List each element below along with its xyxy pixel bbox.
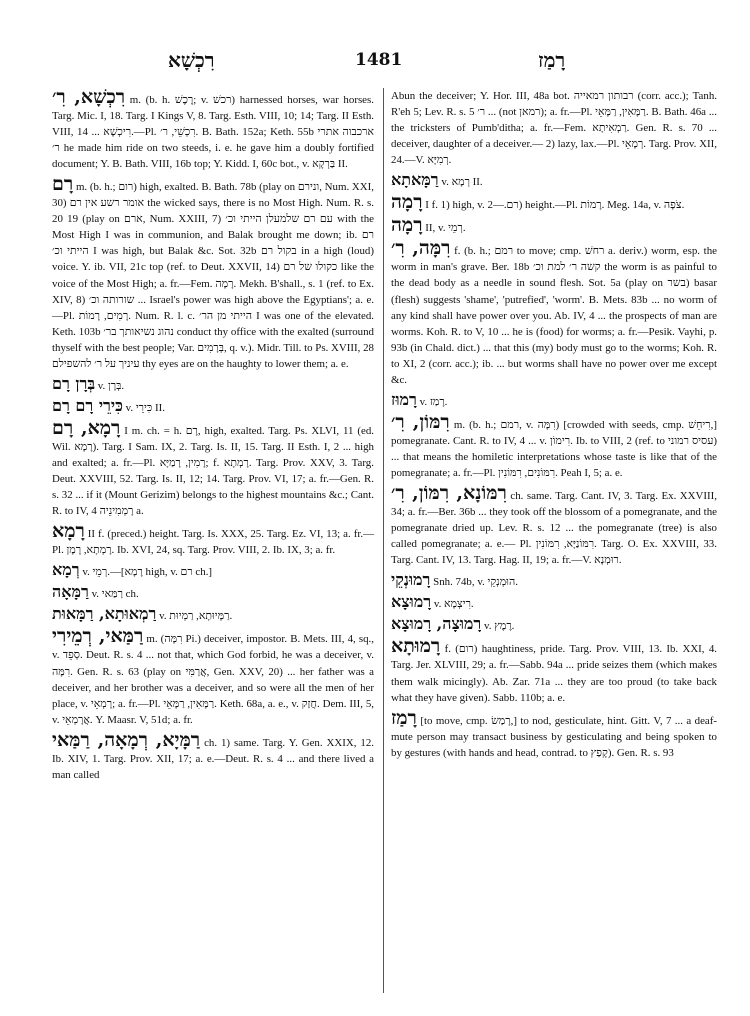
entry-headword: רַמָּאָה <box>52 582 89 602</box>
entry-text: v. רֶמֶץ. <box>484 620 515 633</box>
dictionary-entry <box>391 571 717 590</box>
entry-headword: רָמוּצָא <box>391 592 432 612</box>
entry-headword: רָמָא <box>52 520 85 543</box>
entry-headword: רָמוּנְקֵי <box>391 570 431 590</box>
entry-text: Snh. 74b, v. הוּמְנְקֵי. <box>433 576 518 589</box>
entry-headword: רָמָא, רָם <box>52 416 121 439</box>
entry-text: f. (רום) haughtiness, pride. Targ. Prov. VIII, 13. Ib. XXI, 4. Targ. Jer. XLVIII, 29; a. fr.—Sabb. 94a ... pride seizes them (which makes them walk micingly). Ab. Zar. 71a ... they are too proud (to take back what they have given). Sabb. 110b; a. e. <box>391 643 717 704</box>
dictionary-entry <box>391 239 717 387</box>
entry-text: v. רְמֵי.—[רָמָא high, v. רם ch.] <box>82 566 213 579</box>
entry-headword: רָם <box>52 173 74 196</box>
entry-text: v. כִּירֵי II. <box>125 401 165 414</box>
running-head-left: רִכְשָׁא <box>168 48 215 72</box>
dictionary-entry <box>391 193 717 213</box>
right-column <box>383 88 717 993</box>
dictionary-entry <box>52 583 374 602</box>
entry-text: v. בְּרָן. <box>97 379 125 392</box>
page-number: 1481 <box>355 50 403 70</box>
entry-headword: רַמָּיָא, רְמָאָה, רַמַּאי <box>52 728 201 751</box>
entry-headword: רִמּוֹן, רִ׳ <box>391 410 450 433</box>
entry-text: Abun the deceiver; Y. Hor. III, 48a bot. רבותון רמאייה (corr. acc.); Tanh. R'eh 5; Lev. R. s. 5 ר׳ ... (not רמאן); a. fr.—Pl. רַמָּאִין, רַמָּאֵי. B. Bath. 46a ... the tricksters of Pumb'ditha; a. fr.—Fem. רַמְאִיתָא. Gen. R. s. 70 ... deceiver, daughter of a deceiver.— 2) lazy, lax.—Pl. רְמָאֵי. Targ. Prov. XII, 24.—V. רְמִיָּא. <box>391 90 717 167</box>
entry-text: ch. same. Targ. Cant. IV, 3. Targ. Ex. XXVIII, 34; a. fr.—Ber. 36b ... they took off the blossom of a pomegranate, and the pomegranate dried up. Lev. R. s. 12 ... the pomegranate (tree) is also called pomegranate; a. e.— Pl. רִמּוֹנַיָּא, רִמּוֹנִין. Targ. O. Ex. XXVIII, 33. Targ. Cant. IV, 13. Targ. Hag. II, 19; a. fr.—V. רוּמְנָא. <box>391 490 717 567</box>
entry-headword: רָמוּתָא <box>391 635 441 658</box>
entry-text: v. רִיצְמָא. <box>433 598 474 611</box>
entry-headword: רְמָא <box>52 560 80 580</box>
page-header <box>0 44 750 74</box>
dictionary-entry <box>391 484 717 568</box>
entry-text: II, v. רְמֵי. <box>425 222 466 235</box>
dictionary-entry <box>52 175 374 372</box>
entry-text: m. (רִמָּה Pi.) deceiver, impostor. B. Mets. III, 4, sq., v. סְפֵד. Deut. R. s. 4 ... not that, which God forbid, he was a deceiver, v. רִמָּה. Gen. R. s. 63 (play on אֲרַמִּי, Gen. XXV, 20) ... her father was a deceiver, and her brother was a deceiver, and so were all the men of her place, v. רָמְאֵי; a. fr.—Pl. רַמָּאִין, רַמָּאֵי. Keth. 68a, a. e., v. חֲזַק. Dem. III, 5, v. אֲרָמְאֵי. Y. Maasr. V, 51d; a. fr. <box>52 633 374 726</box>
entry-text: v. רַמָּיוּתָא, רַמְיוּת. <box>159 610 233 623</box>
entry-text: I f. 1) high, v. רם.—2) height.—Pl. רָמוֹת. Meg. 14a, v. צֹפָה. <box>425 199 685 212</box>
entry-headword: רָמַז <box>391 706 417 729</box>
entry-text: [to move, cmp. רָמַשׂ,] to nod, gesticulate, hint. Gitt. V, 7 ... a deaf-mute person may transact business by gesticulating and being spoken to by gestures (with hands and head, contrad. to קָפַץ). Gen. R. s. 93 <box>391 714 717 759</box>
dictionary-entry <box>391 593 717 612</box>
entry-headword: כִּירֵי רָם רָם <box>52 395 123 415</box>
dictionary-entry <box>52 627 374 727</box>
entry-text: I m. ch. = h. רָם, high, exalted. Targ. Ps. XLVI, 11 (ed. Wil. רָמָא). Targ. I Sam. IX, 2. Targ. Is. II, 15. Targ. II Esth. I, 2 ... high and exalted; a. fr.—Pl. רָמִין, רָמַיָּא; f. רָמְתָא. Targ. Prov. XXV, 3. Targ. Deut. XXVIII, 52. Targ. Is. II, 12; 14. Targ. Prov. VI, 17; a. fr.—Gen. R. s. 32 ... if it (Mount Gerizim) belongs to the highest mountains &c.; Cant. R. to IV, 4 רָמְמִינֵיה a. <box>52 424 374 518</box>
dictionary-entry <box>391 171 717 190</box>
left-column <box>52 88 374 786</box>
dictionary-entry <box>52 416 374 519</box>
entry-headword: רִמָּה, רִ׳ <box>391 237 451 260</box>
entry-text: m. (b. h.; רמם, v. רִמָּה) [crowded with seeds, cmp. רִיחֵשׁ,] pomegranate. Cant. R. to IV, 4 ... v. רִימוֹן. Ib. to VIII, 2 (ref. to עסיס רמוני) ... that means the homiletic interpretations whose taste is like that of the pomegranate; a. fr.—Pl. רִמּוֹנִים, רִמּוֹנִין. Peah I, 5; a. e. <box>391 418 718 479</box>
entry-text: v. רְמָא II. <box>441 176 483 189</box>
dictionary-entry <box>52 605 374 624</box>
entry-headword: רָמוּצָה, רָמוּצָא <box>391 614 482 634</box>
entry-text: m. (b. h.; רום) high, exalted. B. Bath. 78b (play on ונירם, Num. XXI, 30) אומר רשע אין רם the wicked says, there is no Most High. Num. R. s. 20 19 (play on ארם, Num. XXIII, 7) עם רם שלמעלן הייתי וכ׳ with the Most High I was in communion, and Balak brought me down; ib. רם הייתי וכ׳ I was high, but Balak &c. Sot. 32b בקול רם in a high (loud) voice. Y. ib. VII, 21c top (ref. to Deut. XXVII, 14) כקולו של רם like the voice of the Most High; a. fr.—Fem. רָמָה. Mekh. B'shall., s. 1 (ref. to Ex. XIV, 8) שורותה וכ׳ ... Israel's power was high above the Egyptians'; a. e.—Pl. רָמִים, רָמוֹת. Num. R. l. c. הייתי מן הר׳ I was one of the elevated. Keth. 103b נהוג נשיאותך בר׳ conduct thy office with the exalted (surround thyself with the best people; Var. בְּרָמִים, q. v.). Midr. Till. to Ps. XVIII, 28 עיניך על ר׳ להשפילם thy eyes are on the haughty to lower them; a. e. <box>52 181 375 370</box>
dictionary-entry <box>52 397 374 416</box>
entry-headword: רָמָה <box>391 191 423 214</box>
entry-text: v. רַמַּאי ch. <box>91 588 139 601</box>
entry-headword: רִכְשָׁא, רִ׳ <box>52 86 126 108</box>
dictionary-entry <box>391 391 717 410</box>
dictionary-entry <box>52 561 374 580</box>
dictionary-entry <box>391 615 717 634</box>
entry-text: f. (b. h.; רמם to move; cmp. רחשׁ a. deriv.) worm, esp. the worm in man's grave. Ber. 18b קשה ר׳ למת וכ׳ the worm is as painful to the dead body as a needle in sound flesh. Sot. 5a (play on בשר) basar (flesh) suggests 'shame', 'putrefied', 'worm'. B. Mets. 83b ... no worm of any kind shall have power over you. Ab. IV, 4 ... the prospects of man are worms. Koh. R. to V, 10 ... he is (food) for worms; a. fr.—Pesik. Vayhi, p. 93b (in Chald. dict.) ... that this (my) body must go to the worms; Koh. R. to XI, 2 (corr. acc.); ib. ... but worms shall have no power over me except &c. <box>391 245 717 386</box>
dictionary-entry <box>391 216 717 236</box>
dictionary-entry <box>391 637 717 705</box>
dictionary-entry <box>52 375 374 394</box>
entry-headword: רַמָּאתָא <box>391 170 439 190</box>
dictionary-entry <box>391 410 718 481</box>
dictionary-entry <box>391 706 717 761</box>
entry-headword: רַמַּאי, רְמֵירִי <box>52 625 144 648</box>
entry-headword: בְּרָן רָם <box>52 373 96 393</box>
dictionary-entry <box>391 88 717 168</box>
entry-headword: רִמּוֹנָא, רִמּוֹן, רִ׳ <box>391 482 507 505</box>
entry-text: ch. 1) same. Targ. Y. Gen. XXIX, 12. Ib. XIV, 1. Targ. Prov. XII, 17; a. e.—Deut. R. s. 4 ... and there lived a man called <box>52 736 374 781</box>
dictionary-entry <box>52 522 374 558</box>
dictionary-entry <box>52 728 374 783</box>
entry-text: m. (b. h. רֶכֶשׁ; v. רכשׁ) harnessed horses, war horses. Targ. Mic. I, 18. Targ. I Kings V, 8. Targ. Esth. VIII, 10; 14; Targ. II Esth. VIII, 14 ... רִיכְשָׁא.—Pl. רִכְשֵׁי, ר׳. B. Bath. 152a; Keth. 55b ארכבוה אתרי ר׳ he made him ride on two steeds, i. e. he gave him a doubly fortified document; Y. B. Bath. VIII, 16b top; Y. Kidd. I, 60c bot., v. בַּרְקָא II. <box>52 94 374 171</box>
entry-text: v. רָמַז. <box>419 395 448 408</box>
running-head-right: רָמַז <box>538 48 566 72</box>
entry-headword: רַמְאוּתָא, רַמָּאוּת <box>52 604 157 624</box>
entry-text: II f. (preced.) height. Targ. Is. XXX, 25. Targ. Ez. VI, 13; a. fr.—Pl. רָמְתָא, רָמָן. Ib. XVI, 24, sq. Targ. Prov. VIII, 2. Ib. IX, 3; a. fr. <box>52 528 374 557</box>
entry-headword: רָמָה <box>391 214 423 237</box>
dictionary-entry <box>52 88 374 172</box>
entry-headword: רָמוּז <box>391 389 417 409</box>
